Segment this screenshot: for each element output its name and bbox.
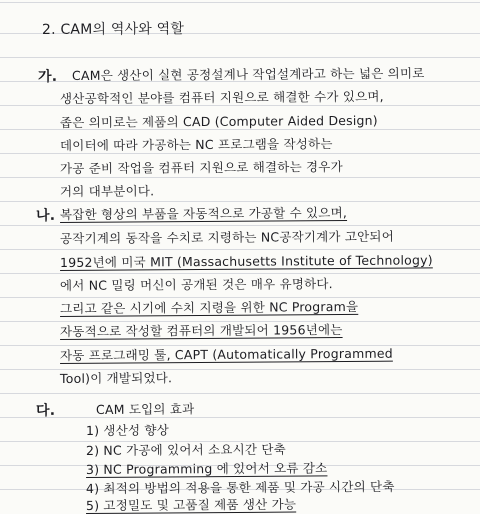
section-ga-line: 데이터에 따라 가공하는 NC 프로그램을 작성하는: [59, 136, 333, 153]
effect-list-item: 3) NC Programming 에 있어서 오류 감소: [85, 460, 328, 477]
section-na-marker: 나.: [35, 207, 56, 224]
section-na-line: 복잡한 형상의 부품을 자동적으로 가공할 수 있으며,: [59, 204, 348, 222]
effect-list-item: 4) 최적의 방법의 적용을 통한 제품 및 가공 시간의 단축: [85, 478, 395, 496]
section-da-heading: CAM 도입의 효과: [95, 401, 195, 417]
section-na-line: 자동적으로 작성할 컴퓨터의 개발되어 1956년에는: [59, 322, 343, 339]
section-na-line: Tool)이 개발되었다.: [59, 370, 173, 386]
section-na-line: 자동 프로그래밍 툴, CAPT (Automatically Programmed: [59, 345, 393, 363]
section-na-line: 1952년에 미국 MIT (Massachusetts Institute of Technology): [59, 252, 433, 270]
effect-list-item: 1) 생산성 향상: [85, 422, 170, 438]
section-ga-line: 가공 준비 작업을 컴퓨터 지원으로 해결하는 경우가: [59, 159, 343, 176]
effect-list-item: 2) NC 가공에 있어서 소요시간 단축: [85, 441, 286, 458]
effect-list-item: 5) 고정밀도 및 고품질 제품 생산 가능: [85, 496, 297, 513]
section-ga-line: 좁은 의미로는 제품의 CAD (Computer Aided Design): [59, 112, 378, 130]
section-ga-line: 거의 대부분이다.: [59, 183, 155, 199]
section-na-line: 에서 NC 밀링 머신이 공개된 것은 매우 유명하다.: [59, 276, 333, 293]
section-ga-line: CAM은 생산이 실현 공정설계나 작업설계라고 하는 넓은 의미로: [71, 65, 425, 83]
section-na-line: 공작기계의 동작을 수치로 지령하는 NC공작기계가 고안되어: [59, 228, 395, 246]
section-ga-line: 생산공학적인 분야를 컴퓨터 지원으로 해결한 수가 있으며,: [59, 88, 384, 106]
section-na-line: 그리고 같은 시기에 수치 지령을 위한 NC Program을: [59, 298, 359, 316]
section-ga-marker: 가.: [37, 68, 58, 85]
document-title: 2. CAM의 역사와 역할: [41, 21, 185, 38]
section-da-marker: 다.: [35, 402, 56, 419]
